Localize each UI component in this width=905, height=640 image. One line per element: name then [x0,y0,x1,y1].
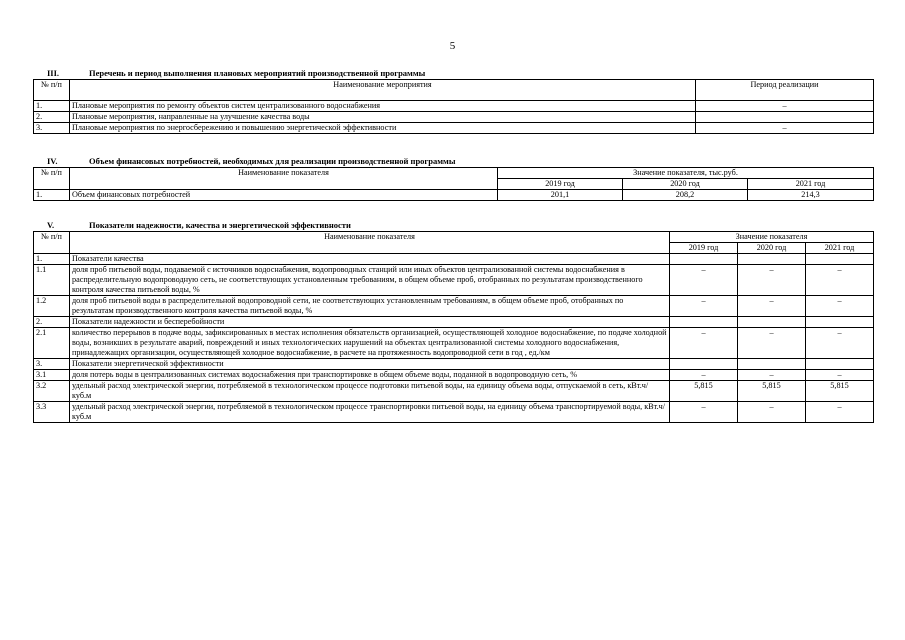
row-num: 3.3 [34,402,70,423]
section-5-title [33,220,873,231]
row-num: 2. [34,112,70,123]
table-row [34,296,874,317]
row-value-2020: – [738,370,806,381]
section-4-table [33,167,874,201]
year-2019: 2019 год [670,243,738,254]
row-value-2020: 208,2 [623,190,748,201]
section-4-heading: Объем финансовых потребностей, необходимых для реализации производственной программы [89,156,456,166]
row-name: Показатели надежности и бесперебойности [70,317,670,328]
row-num: 1.2 [34,296,70,317]
row-value-2019: – [670,402,738,423]
section-4 [33,156,873,201]
row-name: Плановые мероприятия по ремонту объектов систем централизованного водоснабжения [70,101,696,112]
year-2021: 2021 год [748,179,874,190]
row-empty [738,359,806,370]
table-row [34,101,874,112]
table-row [34,112,874,123]
row-name: Объем финансовых потребностей [70,190,498,201]
row-empty [670,359,738,370]
year-2019: 2019 год [498,179,623,190]
row-num: 2. [34,317,70,328]
section-3-table [33,79,874,134]
row-value-2021: 214,3 [748,190,874,201]
section-3 [33,68,873,134]
table-header-row [34,168,874,179]
row-name: Показатели качества [70,254,670,265]
section-5 [33,220,873,423]
row-empty [670,317,738,328]
row-value-2019: – [670,328,738,359]
row-num: 3.2 [34,381,70,402]
header-name: Наименование показателя [70,232,670,254]
header-name: Наименование показателя [70,168,498,190]
header-value: Значение показателя [670,232,874,243]
row-value-2019: – [670,265,738,296]
row-num: 3. [34,359,70,370]
header-num: № п/п [34,80,70,101]
row-value-2021: 5,815 [806,381,874,402]
table-header-row [34,232,874,243]
header-period: Период реализации [696,80,874,101]
table-row [34,328,874,359]
section-3-heading: Перечень и период выполнения плановых мероприятий производственной программы [89,68,426,78]
row-period: – [696,123,874,134]
row-period: – [696,101,874,112]
row-value-2021: – [806,402,874,423]
year-2020: 2020 год [738,243,806,254]
table-row [34,123,874,134]
row-value-2019: – [670,296,738,317]
row-empty [738,317,806,328]
row-name: Плановые мероприятия, направленные на улучшение качества воды [70,112,696,123]
row-value-2019: – [670,370,738,381]
table-row [34,359,874,370]
row-name: количество перерывов в подаче воды, зафиксированных в местах исполнения обязательств организацией, осуществляющей холодное водоснабжение, по подаче холодной воды, возникших в результате аварий, повреждений и иных технологических нарушений на объектах централизованной системы холодного водоснабжения, принадлежащих организации, осуществляющей холодное водоснабжение, в расчете на протяженность водопроводной сети в год , ед./км [70,328,670,359]
header-num: № п/п [34,232,70,254]
row-name: удельный расход электрической энергии, потребляемой в технологическом процессе подготовки питьевой воды, на единицу объема воды, отпускаемой в сеть, кВт.ч/куб.м [70,381,670,402]
year-2021: 2021 год [806,243,874,254]
row-value-2019: 201,1 [498,190,623,201]
section-5-heading: Показатели надежности, качества и энергетической эффективности [89,220,351,230]
row-num: 1. [34,101,70,112]
row-empty [806,254,874,265]
row-empty [670,254,738,265]
section-3-number: III. [47,68,60,78]
row-value-2021: – [806,370,874,381]
table-row [34,381,874,402]
row-value-2021: – [806,265,874,296]
row-name: Плановые мероприятия по энергосбережению и повышению энергетической эффективности [70,123,696,134]
section-5-number: V. [47,220,55,230]
row-empty [806,359,874,370]
row-num: 2.1 [34,328,70,359]
header-name: Наименование мероприятия [70,80,696,101]
table-row [34,370,874,381]
row-value-2020: 5,815 [738,381,806,402]
row-name: доля проб питьевой воды в распределительной водопроводной сети, не соответствующих установленным требованиям, в общем объеме проб, отобранных по результатам производственного контроля качества питьевой воды, % [70,296,670,317]
row-value-2020: – [738,296,806,317]
row-value-2020: – [738,328,806,359]
row-value-2021: – [806,328,874,359]
section-4-title [33,156,873,167]
section-5-table [33,231,874,423]
section-3-title [33,68,873,79]
row-num: 3.1 [34,370,70,381]
year-2020: 2020 год [623,179,748,190]
table-row [34,190,874,201]
header-value: Значение показателя, тыс.руб. [498,168,874,179]
row-name: Показатели энергетической эффективности [70,359,670,370]
row-empty [738,254,806,265]
table-row [34,317,874,328]
row-num: 1.1 [34,265,70,296]
row-period [696,112,874,123]
section-4-number: IV. [47,156,58,166]
row-num: 3. [34,123,70,134]
table-header-row [34,80,874,101]
table-row [34,265,874,296]
row-empty [806,317,874,328]
row-num: 1. [34,190,70,201]
row-value-2020: – [738,265,806,296]
header-num: № п/п [34,168,70,190]
row-value-2021: – [806,296,874,317]
row-name: доля проб питьевой воды, подаваемой с источников водоснабжения, водопроводных станций или иных объектов централизованной системы водоснабжения в распределительную водопроводную сеть, не соответствующих установленным требованиям, в общем объеме проб, отобранных по результатам производственного контроля качества питьевой воды, % [70,265,670,296]
row-value-2020: – [738,402,806,423]
page-number: 5 [449,40,456,52]
row-num: 1. [34,254,70,265]
row-value-2019: 5,815 [670,381,738,402]
row-name: доля потерь воды в централизованных системах водоснабжения при транспортировке в общем объеме воды, поданной в водопроводную сеть, % [70,370,670,381]
table-row [34,254,874,265]
row-name: удельный расход электрической энергии, потребляемой в технологическом процессе транспортировки питьевой воды, на единицу объема транспортируемой воды, кВт.ч/куб.м [70,402,670,423]
table-row [34,402,874,423]
